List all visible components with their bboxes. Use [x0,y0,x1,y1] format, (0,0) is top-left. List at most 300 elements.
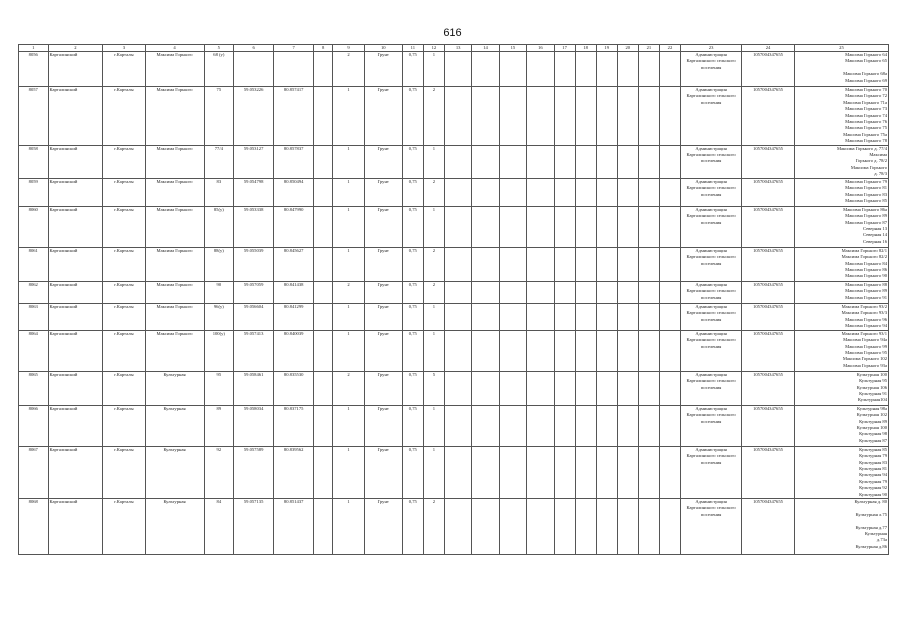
cell-c8 [314,52,333,87]
cell-empty [575,446,596,498]
cell-street: Максима Горького [145,281,204,303]
cell-empty [527,178,554,206]
cell-surface: Грунт [364,247,402,281]
cell-empty [596,145,617,178]
address-line: Культурная 92 [859,485,887,491]
address-line: Северная 14 [863,232,887,238]
cell-ogrn: 1057004347655 [742,498,795,554]
registry-body [19,52,889,555]
cell-empty [638,145,659,178]
cell-street: Культурная [145,446,204,498]
address-line: Максима Горького 70 [845,87,887,92]
owner-text: Администрация Карталинского сельского поселения [686,281,736,300]
cell-empty [659,371,680,405]
address-line: Культурная 79 [859,478,887,484]
address-line: Культурная 90 [859,491,887,497]
cell-c8 [314,405,333,446]
cell-empty [554,446,575,498]
cell-empty [554,87,575,146]
cell-surface: Грунт [364,303,402,330]
owner-text: Администрация Карталинского сельского поселения [686,206,736,225]
cell-empty [499,206,526,247]
address-line: Максима Горького 82/1 [841,247,887,253]
cell-empty [617,87,638,146]
cell-c11: 0,75 [402,281,423,303]
column-header: 20 [617,45,638,52]
cell-empty [444,371,471,405]
cell-lon: 80.850494 [274,178,314,206]
cell-empty [554,206,575,247]
cell-empty [444,446,471,498]
owner-text: Администрация Карталинского сельского поселения [686,498,736,517]
cell-empty [554,330,575,371]
cell-c8 [314,247,333,281]
column-header: 25 [794,45,888,52]
table-row [19,178,889,206]
cell-c8 [314,371,333,405]
cell-empty [638,498,659,554]
cell-lon: 80.845627 [274,247,314,281]
cell-empty [444,303,471,330]
cell-district: Карталинский [48,52,103,87]
cell-empty [472,446,499,498]
cell-empty [596,247,617,281]
address-line: д. 78/3 [874,171,887,177]
cell-addresses [794,371,888,405]
cell-lat: 59.056604 [234,303,274,330]
cell-empty [499,281,526,303]
address-line: Северная 13 [863,225,887,231]
cell-street: Максима Горького [145,52,204,87]
cell-addresses [794,498,888,554]
address-line: Культурная 85 [859,446,887,452]
cell-empty [596,498,617,554]
cell-house: 77/4 [204,145,234,178]
cell-id: 8057 [19,87,49,146]
table-row [19,498,889,554]
cell-empty [575,330,596,371]
cell-empty [659,178,680,206]
cell-id: 8056 [19,52,49,87]
cell-ogrn: 1057004347655 [742,206,795,247]
cell-c12: 1 [423,405,444,446]
address-line: Максима Горького 87 [845,219,887,225]
cell-surface: Грунт [364,446,402,498]
cell-district: Карталинский [48,87,103,146]
cell-empty [596,303,617,330]
cell-lon: 80.840039 [274,330,314,371]
cell-empty [617,178,638,206]
cell-c8 [314,87,333,146]
cell-lon: 80.841299 [274,303,314,330]
header-row [19,45,889,52]
cell-c11: 0,75 [402,330,423,371]
cell-town: г.Карталы [103,446,145,498]
cell-lat: 59.053338 [234,206,274,247]
table-row [19,247,889,281]
cell-c9: 2 [333,371,365,405]
address-line: Максима Горького 65 [845,58,887,64]
cell-empty [638,405,659,446]
cell-c9: 1 [333,178,365,206]
address-line: Максима Горького [850,164,887,170]
cell-empty [575,303,596,330]
cell-surface: Грунт [364,330,402,371]
cell-town: г.Карталы [103,206,145,247]
cell-empty [444,145,471,178]
cell-district: Карталинский [48,247,103,281]
column-header: 9 [333,45,365,52]
cell-c8 [314,446,333,498]
cell-empty [527,206,554,247]
cell-empty [596,446,617,498]
cell-empty [444,178,471,206]
cell-empty [638,303,659,330]
cell-c9: 1 [333,498,365,554]
cell-empty [596,178,617,206]
cell-empty [617,52,638,87]
cell-house: 84 [204,498,234,554]
address-line: Максима Горького 76 [845,119,887,125]
column-header: 8 [314,45,333,52]
cell-c9: 1 [333,330,365,371]
column-header: 19 [596,45,617,52]
cell-addresses [794,446,888,498]
address-line: Максима Горького 88 [845,281,887,287]
cell-empty [554,303,575,330]
cell-id: 8062 [19,281,49,303]
cell-empty [444,87,471,146]
address-line: Культурная 98а [857,405,887,411]
cell-empty [575,498,596,554]
cell-c9: 1 [333,446,365,498]
cell-house: 95 [204,371,234,405]
cell-owner [681,206,742,247]
cell-c9: 1 [333,145,365,178]
address-line: Максима Горького 83 [845,191,887,197]
cell-owner [681,247,742,281]
cell-lon: 80.841438 [274,281,314,303]
address-line: Максима Горького 72 [845,93,887,99]
cell-empty [596,371,617,405]
cell-house: 100(у) [204,330,234,371]
cell-district: Карталинский [48,206,103,247]
cell-district: Карталинский [48,405,103,446]
cell-empty [596,206,617,247]
cell-c12: 1 [423,206,444,247]
table-row [19,446,889,498]
cell-empty [659,247,680,281]
cell-lon: 80.857417 [274,87,314,146]
cell-empty [554,498,575,554]
cell-c11: 0,75 [402,446,423,498]
registry-table [18,44,889,555]
address-line: Максима Горького 85 [845,197,887,203]
cell-surface: Грунт [364,52,402,87]
cell-id: 8066 [19,405,49,446]
cell-c9: 1 [333,303,365,330]
cell-lat: 59.053226 [234,87,274,146]
column-header: 1 [19,45,49,52]
cell-empty [527,303,554,330]
cell-c11: 0,75 [402,178,423,206]
cell-lon: 80.839562 [274,446,314,498]
cell-c11: 0,75 [402,371,423,405]
column-header: 7 [274,45,314,52]
cell-town: г.Карталы [103,281,145,303]
cell-street: Культурная [145,405,204,446]
owner-text: Администрация Карталинского сельского поселения [686,178,736,197]
cell-c11: 0,75 [402,87,423,146]
cell-c12: 1 [423,446,444,498]
address-line: Культурная 94 [859,472,887,478]
owner-text: Администрация Карталинского сельского поселения [686,446,736,465]
cell-lat: 59.057589 [234,446,274,498]
cell-c12: 2 [423,178,444,206]
cell-owner [681,498,742,554]
cell-empty [527,371,554,405]
column-header: 2 [48,45,103,52]
cell-c11: 0,75 [402,498,423,554]
cell-ogrn: 1057004347655 [742,446,795,498]
cell-empty [638,371,659,405]
cell-empty [499,247,526,281]
cell-empty [575,87,596,146]
address-line: Культурная л.75 [855,511,887,517]
cell-c12: 2 [423,247,444,281]
address-line: Культурная 98 [859,431,887,437]
cell-empty [499,52,526,87]
cell-owner [681,405,742,446]
owner-text: Администрация Карталинского сельского поселения [686,52,736,70]
cell-district: Карталинский [48,498,103,554]
cell-surface: Грунт [364,371,402,405]
cell-id: 8063 [19,303,49,330]
address-line: Максима Горького 69 [845,77,887,83]
address-line: Максима Горького 99 [845,343,887,349]
cell-lat: 59.058034 [234,405,274,446]
cell-empty [617,498,638,554]
column-header: 23 [681,45,742,52]
cell-c11: 0,75 [402,247,423,281]
cell-addresses [794,145,888,178]
cell-empty [527,87,554,146]
cell-owner [681,87,742,146]
cell-street: Максима Горького [145,247,204,281]
cell-empty [596,281,617,303]
cell-c12: 2 [423,281,444,303]
cell-district: Карталинский [48,446,103,498]
cell-ogrn: 1057004347655 [742,303,795,330]
cell-empty [527,498,554,554]
column-header: 13 [444,45,471,52]
cell-empty [596,52,617,87]
cell-owner [681,371,742,405]
cell-empty [554,178,575,206]
cell-town: г.Карталы [103,330,145,371]
cell-empty [638,330,659,371]
cell-ogrn: 1057004347655 [742,247,795,281]
cell-surface: Грунт [364,281,402,303]
cell-district: Карталинский [48,145,103,178]
cell-town: г.Карталы [103,52,145,87]
column-header: 16 [527,45,554,52]
cell-c8 [314,145,333,178]
cell-empty [575,145,596,178]
address-line: Культурная104 [857,397,887,403]
cell-town: г.Карталы [103,178,145,206]
cell-id: 8065 [19,371,49,405]
table-row [19,206,889,247]
cell-ogrn: 1057004347655 [742,178,795,206]
cell-empty [659,281,680,303]
column-header: 22 [659,45,680,52]
address-line: Максима Горького 79 [845,178,887,184]
cell-surface: Грунт [364,145,402,178]
cell-id: 8067 [19,446,49,498]
table-row [19,52,889,87]
cell-c8 [314,206,333,247]
cell-empty [444,330,471,371]
cell-empty [472,281,499,303]
cell-house: 92 [204,446,234,498]
cell-c8 [314,281,333,303]
address-line: Культурная 87 [859,437,887,443]
cell-empty [444,498,471,554]
cell-lat [234,52,274,87]
cell-addresses [794,330,888,371]
cell-id: 8058 [19,145,49,178]
cell-lat: 59.054798 [234,178,274,206]
cell-street: Максима Горького [145,87,204,146]
cell-empty [444,281,471,303]
address-line: Максима Горького 68а [843,71,887,77]
address-line: Максима Горького 81 [845,185,887,191]
cell-town: г.Карталы [103,303,145,330]
address-line: Культурная 102 [856,412,887,418]
cell-empty [575,52,596,87]
address-line: Максима Горького 95 [845,349,887,355]
address-line: Максима Горького 94а [843,337,887,343]
cell-owner [681,303,742,330]
cell-empty [527,247,554,281]
address-line: Максима Горького 94 [845,322,887,328]
cell-lat: 59.057413 [234,330,274,371]
cell-empty [659,330,680,371]
cell-town: г.Карталы [103,87,145,146]
cell-street: Максима Горького [145,303,204,330]
cell-empty [617,371,638,405]
cell-empty [638,178,659,206]
cell-id: 8061 [19,247,49,281]
column-header: 10 [364,45,402,52]
address-line: д.73а [876,537,887,543]
address-line: Культурная [864,530,887,536]
cell-empty [499,498,526,554]
cell-addresses [794,52,888,87]
cell-empty [638,87,659,146]
column-header: 14 [472,45,499,52]
table-row [19,87,889,146]
cell-empty [444,52,471,87]
address-line: Максима Горького 64 [845,52,887,57]
column-header: 15 [499,45,526,52]
cell-c9: 1 [333,87,365,146]
address-line: Максима Горького 93а [843,362,887,368]
cell-ogrn: 1057004347655 [742,405,795,446]
address-line: Культурная 100 [856,424,887,430]
cell-empty [554,371,575,405]
table-row [19,371,889,405]
address-line: Культурная 79 [859,453,887,459]
address-line: Максима Горького 84 [845,260,887,266]
cell-empty [499,371,526,405]
address-line: Максима Горького 86а [843,206,887,212]
cell-empty [472,405,499,446]
cell-empty [638,206,659,247]
address-line: Северная 16 [863,238,887,244]
cell-c8 [314,330,333,371]
cell-empty [527,52,554,87]
cell-c11: 0,75 [402,206,423,247]
cell-town: г.Карталы [103,371,145,405]
cell-id: 8064 [19,330,49,371]
cell-house: 75 [204,87,234,146]
address-line: Культурная д.77 [855,524,887,530]
cell-street: Культурная [145,498,204,554]
table-row [19,330,889,371]
cell-id: 8059 [19,178,49,206]
cell-empty [575,178,596,206]
address-line: Максима Горького 90 [845,273,887,279]
cell-ogrn: 1057004347655 [742,87,795,146]
address-line: Максима Горького 74 [845,112,887,118]
cell-c12: 2 [423,87,444,146]
cell-empty [617,303,638,330]
table-row [19,405,889,446]
cell-addresses [794,281,888,303]
cell-empty [617,247,638,281]
cell-c12: 1 [423,330,444,371]
cell-c11: 0,75 [402,303,423,330]
cell-empty [575,206,596,247]
address-line: Максима Горького 96 [845,316,887,322]
cell-empty [499,178,526,206]
address-line: Максима Горького 93/1 [841,330,887,336]
cell-empty [499,145,526,178]
cell-empty [596,405,617,446]
cell-empty [472,498,499,554]
cell-c12: 1 [423,145,444,178]
page-number: 616 [443,27,462,39]
cell-c11: 0,75 [402,52,423,87]
owner-text: Администрация Карталинского сельского поселения [686,371,736,390]
cell-lat: 59.057059 [234,281,274,303]
cell-street: Максима Горького [145,145,204,178]
cell-empty [659,87,680,146]
cell-house: 96(у) [204,303,234,330]
cell-empty [472,206,499,247]
column-header: 3 [103,45,145,52]
cell-owner [681,281,742,303]
cell-empty [444,206,471,247]
cell-lon: 80.837175 [274,405,314,446]
cell-surface: Грунт [364,206,402,247]
cell-c12: 2 [423,498,444,554]
owner-text: Администрация Карталинского сельского поселения [686,330,736,349]
cell-c12: 5 [423,371,444,405]
column-header: 11 [402,45,423,52]
